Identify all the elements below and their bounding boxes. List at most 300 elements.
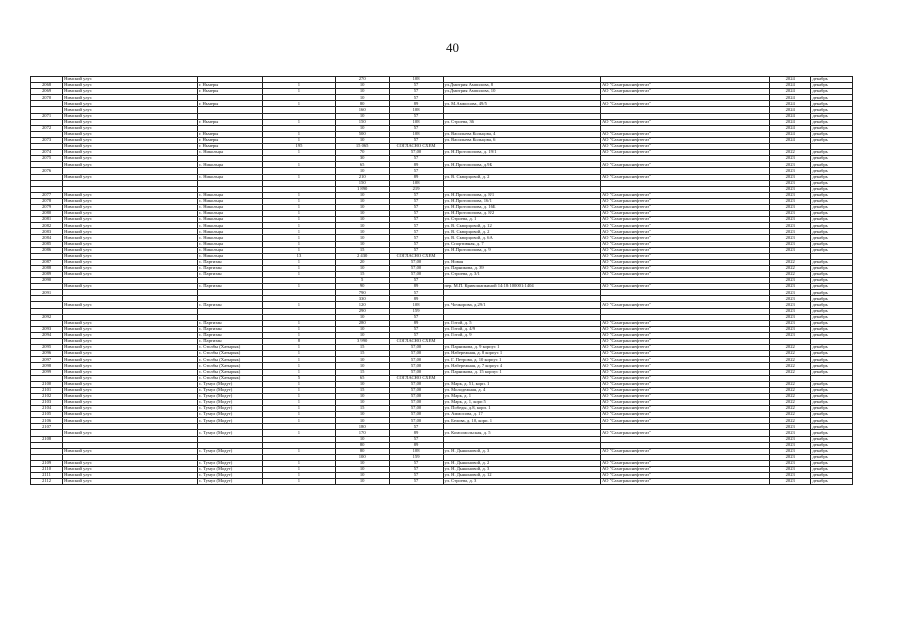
length-cell: 10: [335, 113, 389, 119]
row-number-cell: 2097: [31, 357, 63, 363]
settlement-cell: с. Никольцы: [197, 229, 262, 235]
year-cell: 2023: [770, 217, 811, 223]
month-cell: декабрь: [811, 211, 853, 217]
diameter-cell: 89: [389, 174, 443, 180]
count-cell: 1: [263, 174, 336, 180]
organization-cell: АО "Сахатранснефтегаз": [601, 467, 770, 473]
address-cell: ул. Готой, д. 5: [443, 320, 601, 326]
row-number-cell: 2073: [31, 137, 63, 143]
year-cell: 2022: [770, 150, 811, 156]
district-cell: Нимский улус: [63, 479, 198, 485]
address-cell: ул. Парникова, д. 15 корпус 1: [443, 369, 601, 375]
settlement-cell: с. Столбы (Хатырык): [197, 351, 262, 357]
row-number-cell: 2071: [31, 113, 63, 119]
row-number-cell: 2105: [31, 412, 63, 418]
month-cell: декабрь: [811, 174, 853, 180]
diameter-cell: 108: [389, 448, 443, 454]
diameter-cell: СОГЛАСНО СХЕМ: [389, 375, 443, 381]
length-cell: 10: [335, 412, 389, 418]
length-cell: 10: [335, 168, 389, 174]
diameter-cell: 57: [389, 290, 443, 296]
month-cell: декабрь: [811, 308, 853, 314]
length-cell: 10: [335, 198, 389, 204]
district-cell: Нимский улус: [63, 107, 198, 113]
diameter-cell: 57: [389, 89, 443, 95]
address-cell: ул. Н.Протопопова, д. 8/2: [443, 211, 601, 217]
month-cell: декабрь: [811, 302, 853, 308]
organization-cell: АО "Сахатранснефтегаз": [601, 473, 770, 479]
diameter-cell: 57,00: [389, 363, 443, 369]
year-cell: 2023: [770, 156, 811, 162]
year-cell: 2023: [770, 211, 811, 217]
organization-cell: АО "Сахатранснефтегаз": [601, 144, 770, 150]
settlement-cell: с. Партизан: [197, 284, 262, 290]
address-cell: ул. Н.Протопопова, д. 16Б: [443, 204, 601, 210]
diameter-cell: 57: [389, 235, 443, 241]
settlement-cell: с. Партизан: [197, 332, 262, 338]
month-cell: декабрь: [811, 180, 853, 186]
table-row: [31, 479, 853, 485]
organization-cell: АО "Сахатранснефтегаз": [601, 162, 770, 168]
address-cell: ул. Комсомольская, д. 5: [443, 430, 601, 436]
length-cell: 5: [335, 278, 389, 284]
organization-cell: АО "Сахатранснефтегаз": [601, 241, 770, 247]
district-cell: Нимский улус: [63, 412, 198, 418]
row-number-cell: 2112: [31, 479, 63, 485]
address-cell: ул. Новая: [443, 259, 601, 265]
length-cell: 15: [335, 369, 389, 375]
length-cell: 500: [335, 131, 389, 137]
year-cell: 2022: [770, 265, 811, 271]
diameter-cell: 57: [389, 326, 443, 332]
length-cell: 150: [335, 180, 389, 186]
count-cell: 1: [263, 198, 336, 204]
address-cell: ул. Строева, д. 3/1: [443, 272, 601, 278]
count-cell: 1: [263, 131, 336, 137]
address-cell: ул. Строева, д. 1: [443, 217, 601, 223]
district-cell: Нимский улус: [63, 320, 198, 326]
address-cell: ул. Г. Петрова, д. 10 корпус 1: [443, 357, 601, 363]
settlement-cell: с. Столбы (Хатырык): [197, 375, 262, 381]
count-cell: 8: [263, 339, 336, 345]
diameter-cell: 57: [389, 460, 443, 466]
district-cell: Нимский улус: [63, 217, 198, 223]
address-cell: ул. Н.Протопопова, д. 8/1: [443, 192, 601, 198]
length-cell: 65: [335, 375, 389, 381]
district-cell: Нимский улус: [63, 357, 198, 363]
diameter-cell: 57: [389, 204, 443, 210]
length-cell: 790: [335, 290, 389, 296]
organization-cell: АО "Сахатранснефтегаз": [601, 479, 770, 485]
organization-cell: АО "Сахатранснефтегаз": [601, 89, 770, 95]
month-cell: декабрь: [811, 150, 853, 156]
length-cell: 10: [335, 137, 389, 143]
length-cell: 10: [335, 211, 389, 217]
month-cell: декабрь: [811, 131, 853, 137]
district-cell: Нимский улус: [63, 174, 198, 180]
address-cell: ул. Строева, д. 3: [443, 479, 601, 485]
year-cell: 2022: [770, 363, 811, 369]
diameter-cell: 57: [389, 192, 443, 198]
organization-cell: АО "Сахатранснефтегаз": [601, 150, 770, 156]
organization-cell: АО "Сахатранснефтегаз": [601, 265, 770, 271]
year-cell: 2022: [770, 393, 811, 399]
diameter-cell: 57: [389, 95, 443, 101]
row-number-cell: 2103: [31, 399, 63, 405]
year-cell: 2022: [770, 351, 811, 357]
year-cell: 2023: [770, 320, 811, 326]
diameter-cell: 57,00: [389, 345, 443, 351]
count-cell: 1: [263, 150, 336, 156]
diameter-cell: 57,00: [389, 412, 443, 418]
month-cell: декабрь: [811, 186, 853, 192]
address-cell: ул. Н.Протопопова, д. 9: [443, 247, 601, 253]
length-cell: 80: [335, 442, 389, 448]
month-cell: декабрь: [811, 332, 853, 338]
length-cell: 10: [335, 467, 389, 473]
length-cell: 10: [335, 393, 389, 399]
district-cell: Нимский улус: [63, 235, 198, 241]
row-number-cell: 2104: [31, 406, 63, 412]
diameter-cell: 108: [389, 107, 443, 113]
settlement-cell: с. Партизан: [197, 339, 262, 345]
year-cell: 2023: [770, 192, 811, 198]
row-number-cell: 2068: [31, 83, 63, 89]
length-cell: 80: [335, 448, 389, 454]
month-cell: декабрь: [811, 369, 853, 375]
address-cell: ул. Аммосова, д. 17: [443, 412, 601, 418]
length-cell: 2 430: [335, 253, 389, 259]
settlement-cell: с. Тумул (Модут): [197, 448, 262, 454]
address-cell: пер. М.П. Кривошапкиной 14:18:100001:1404: [443, 284, 601, 290]
length-cell: 10: [335, 399, 389, 405]
organization-cell: АО "Сахатранснефтегаз": [601, 131, 770, 137]
diameter-cell: 89: [389, 162, 443, 168]
organization-cell: АО "Сахатранснефтегаз": [601, 399, 770, 405]
count-cell: 1: [263, 137, 336, 143]
district-cell: Нимский улус: [63, 387, 198, 393]
settlement-cell: с. Тумул (Модут): [197, 418, 262, 424]
address-cell: ул. Строева, 36: [443, 119, 601, 125]
count-cell: 1: [263, 89, 336, 95]
diameter-cell: 57,00: [389, 418, 443, 424]
address-cell: ул. Н. Дьяконовой, д. 3: [443, 448, 601, 454]
year-cell: 2022: [770, 357, 811, 363]
count-cell: 13: [263, 253, 336, 259]
count-cell: 1: [263, 363, 336, 369]
address-cell: ул. В. Скворцовой, д. 6А: [443, 235, 601, 241]
row-number-cell: 2108: [31, 436, 63, 442]
organization-cell: АО "Сахатранснефтегаз": [601, 211, 770, 217]
month-cell: декабрь: [811, 351, 853, 357]
settlement-cell: с. Партизан: [197, 320, 262, 326]
year-cell: 2022: [770, 369, 811, 375]
diameter-cell: 57: [389, 467, 443, 473]
row-number-cell: 2096: [31, 351, 63, 357]
settlement-cell: с. Никольцы: [197, 204, 262, 210]
year-cell: 2023: [770, 332, 811, 338]
address-cell: ул. Васильева Кольцова, 6: [443, 137, 601, 143]
year-cell: 2023: [770, 479, 811, 485]
month-cell: декабрь: [811, 241, 853, 247]
organization-cell: АО "Сахатранснефтегаз": [601, 345, 770, 351]
row-number-cell: 2087: [31, 259, 63, 265]
length-cell: 10: [335, 89, 389, 95]
month-cell: декабрь: [811, 119, 853, 125]
diameter-cell: СОГЛАСНО СХЕМ: [389, 144, 443, 150]
district-cell: Нимский улус: [63, 467, 198, 473]
month-cell: декабрь: [811, 363, 853, 369]
settlement-cell: г. Ньмеры: [197, 101, 262, 107]
organization-cell: АО "Сахатранснефтегаз": [601, 235, 770, 241]
organization-cell: АО "Сахатранснефтегаз": [601, 247, 770, 253]
row-number-cell: 2107: [31, 424, 63, 430]
diameter-cell: 57: [389, 479, 443, 485]
count-cell: 1: [263, 399, 336, 405]
length-cell: 100: [335, 454, 389, 460]
year-cell: 2024: [770, 89, 811, 95]
month-cell: декабрь: [811, 113, 853, 119]
row-number-cell: 2089: [31, 272, 63, 278]
district-cell: Нимский улус: [63, 284, 198, 290]
row-number-cell: 2090: [31, 278, 63, 284]
diameter-cell: 57,00: [389, 259, 443, 265]
diameter-cell: 89: [389, 430, 443, 436]
year-cell: 2023: [770, 180, 811, 186]
year-cell: 2023: [770, 448, 811, 454]
district-cell: Нимский улус: [63, 381, 198, 387]
diameter-cell: 57,00: [389, 351, 443, 357]
settlement-cell: с. Тумул (Модут): [197, 479, 262, 485]
length-cell: 30: [335, 156, 389, 162]
district-cell: Нимский улус: [63, 351, 198, 357]
organization-cell: АО "Сахатранснефтегаз": [601, 369, 770, 375]
length-cell: 10: [335, 223, 389, 229]
organization-cell: АО "Сахатранснефтегаз": [601, 253, 770, 259]
address-cell: ул. Н.Протопопова, 16/1: [443, 198, 601, 204]
month-cell: декабрь: [811, 95, 853, 101]
count-cell: 1: [263, 241, 336, 247]
row-number-cell: 2079: [31, 204, 63, 210]
district-cell: Нимский улус: [63, 89, 198, 95]
month-cell: декабрь: [811, 290, 853, 296]
organization-cell: АО "Сахатранснефтегаз": [601, 460, 770, 466]
organization-cell: АО "Сахатранснефтегаз": [601, 272, 770, 278]
month-cell: декабрь: [811, 107, 853, 113]
diameter-cell: 89: [389, 284, 443, 290]
address-cell: ул. Н.Протопопова, д. 19/1: [443, 150, 601, 156]
length-cell: 10: [335, 473, 389, 479]
address-cell: ул. Готой, д. 9: [443, 332, 601, 338]
year-cell: 2023: [770, 454, 811, 460]
month-cell: декабрь: [811, 387, 853, 393]
year-cell: 2024: [770, 113, 811, 119]
diameter-cell: 57,00: [389, 357, 443, 363]
length-cell: 15: [335, 387, 389, 393]
organization-cell: АО "Сахатранснефтегаз": [601, 387, 770, 393]
month-cell: декабрь: [811, 235, 853, 241]
count-cell: 1: [263, 412, 336, 418]
count-cell: 1: [263, 284, 336, 290]
length-cell: 10: [335, 436, 389, 442]
count-cell: 1: [263, 467, 336, 473]
month-cell: декабрь: [811, 77, 853, 83]
row-number-cell: 2077: [31, 192, 63, 198]
length-cell: 180: [335, 424, 389, 430]
settlement-cell: с. Столбы (Хатырык): [197, 363, 262, 369]
settlement-cell: г. Ньмеры: [197, 131, 262, 137]
organization-cell: АО "Сахатранснефтегаз": [601, 339, 770, 345]
month-cell: декабрь: [811, 296, 853, 302]
organization-cell: АО "Сахатранснефтегаз": [601, 381, 770, 387]
length-cell: 90: [335, 284, 389, 290]
address-cell: ул. Готой, д. 4/9: [443, 326, 601, 332]
organization-cell: АО "Сахатранснефтегаз": [601, 448, 770, 454]
length-cell: 10: [335, 235, 389, 241]
length-cell: 10: [335, 125, 389, 131]
count-cell: 1: [263, 119, 336, 125]
month-cell: декабрь: [811, 204, 853, 210]
organization-cell: АО "Сахатранснефтегаз": [601, 430, 770, 436]
month-cell: декабрь: [811, 125, 853, 131]
settlement-cell: с. Тумул (Модут): [197, 381, 262, 387]
count-cell: 1: [263, 345, 336, 351]
count-cell: 1: [263, 247, 336, 253]
address-cell: ул. Марк, д. 1: [443, 393, 601, 399]
length-cell: 10: [335, 418, 389, 424]
length-cell: 1 890: [335, 186, 389, 192]
length-cell: 210: [335, 174, 389, 180]
length-cell: 10: [335, 217, 389, 223]
district-cell: Нимский улус: [63, 198, 198, 204]
month-cell: декабрь: [811, 168, 853, 174]
organization-cell: АО "Сахатранснефтегаз": [601, 83, 770, 89]
count-cell: 1: [263, 223, 336, 229]
month-cell: декабрь: [811, 247, 853, 253]
length-cell: 10: [335, 314, 389, 320]
year-cell: 2023: [770, 302, 811, 308]
organization-cell: АО "Сахатранснефтегаз": [601, 198, 770, 204]
count-cell: 1: [263, 387, 336, 393]
row-number-cell: 2085: [31, 241, 63, 247]
organization-cell: АО "Сахатранснефтегаз": [601, 302, 770, 308]
diameter-cell: 57: [389, 278, 443, 284]
month-cell: декабрь: [811, 442, 853, 448]
settlement-cell: с. Тумул (Модут): [197, 406, 262, 412]
length-cell: 280: [335, 320, 389, 326]
address-cell: ул. Васильева Кольцова, 4: [443, 131, 601, 137]
row-number-cell: 2084: [31, 235, 63, 241]
settlement-cell: г. Ньмеры: [197, 137, 262, 143]
count-cell: 1: [263, 418, 336, 424]
length-cell: 270: [335, 77, 389, 83]
diameter-cell: 89: [389, 442, 443, 448]
settlement-cell: с. Столбы (Хатырык): [197, 357, 262, 363]
district-cell: Нимский улус: [63, 363, 198, 369]
year-cell: 2024: [770, 83, 811, 89]
district-cell: Нимский улус: [63, 247, 198, 253]
length-cell: 15: [335, 247, 389, 253]
count-cell: 1: [263, 357, 336, 363]
settlement-cell: с. Партизан: [197, 326, 262, 332]
organization-cell: АО "Сахатранснефтегаз": [601, 418, 770, 424]
diameter-cell: 159: [389, 308, 443, 314]
month-cell: декабрь: [811, 162, 853, 168]
count-cell: 1: [263, 272, 336, 278]
settlement-cell: с. Никольцы: [197, 247, 262, 253]
row-number-cell: 2095: [31, 345, 63, 351]
diameter-cell: 57: [389, 424, 443, 430]
diameter-cell: 57: [389, 125, 443, 131]
length-cell: 10: [335, 479, 389, 485]
count-cell: 1: [263, 320, 336, 326]
organization-cell: АО "Сахатранснефтегаз": [601, 393, 770, 399]
district-cell: Нимский улус: [63, 95, 198, 101]
year-cell: 2024: [770, 101, 811, 107]
length-cell: 10: [335, 83, 389, 89]
year-cell: 2023: [770, 424, 811, 430]
month-cell: декабрь: [811, 223, 853, 229]
month-cell: декабрь: [811, 192, 853, 198]
row-number-cell: 2092: [31, 314, 63, 320]
diameter-cell: 57: [389, 113, 443, 119]
year-cell: 2023: [770, 186, 811, 192]
diameter-cell: 57,00: [389, 369, 443, 375]
year-cell: 2023: [770, 290, 811, 296]
address-cell: ул. Н. Дьяконовой, д. 2: [443, 460, 601, 466]
month-cell: декабрь: [811, 83, 853, 89]
district-cell: Нимский улус: [63, 150, 198, 156]
diameter-cell: 108: [389, 119, 443, 125]
organization-cell: АО "Сахатранснефтегаз": [601, 375, 770, 381]
month-cell: декабрь: [811, 357, 853, 363]
diameter-cell: 57,00: [389, 272, 443, 278]
settlement-cell: с. Тумул (Модут): [197, 393, 262, 399]
address-cell: ул. Парникова, д. 39: [443, 265, 601, 271]
organization-cell: АО "Сахатранснефтегаз": [601, 363, 770, 369]
count-cell: 1: [263, 211, 336, 217]
diameter-cell: 57,00: [389, 399, 443, 405]
month-cell: декабрь: [811, 314, 853, 320]
settlement-cell: с. Столбы (Хатырык): [197, 369, 262, 375]
year-cell: 2022: [770, 406, 811, 412]
length-cell: 10: [335, 460, 389, 466]
organization-cell: АО "Сахатранснефтегаз": [601, 259, 770, 265]
page-number: 40: [446, 40, 459, 55]
year-cell: 2022: [770, 259, 811, 265]
district-cell: Нимский улус: [63, 77, 198, 83]
organization-cell: АО "Сахатранснефтегаз": [601, 357, 770, 363]
settlement-cell: с. Партизан: [197, 259, 262, 265]
organization-cell: АО "Сахатранснефтегаз": [601, 137, 770, 143]
diameter-cell: СОГЛАСНО СХЕМ: [389, 339, 443, 345]
row-number-cell: 2078: [31, 198, 63, 204]
month-cell: декабрь: [811, 217, 853, 223]
organization-cell: АО "Сахатранснефтегаз": [601, 192, 770, 198]
month-cell: декабрь: [811, 265, 853, 271]
district-cell: Нимский улус: [63, 211, 198, 217]
settlement-cell: с. Партизан: [197, 272, 262, 278]
diameter-cell: 57: [389, 217, 443, 223]
organization-cell: АО "Сахатранснефтегаз": [601, 326, 770, 332]
month-cell: декабрь: [811, 326, 853, 332]
count-cell: 1: [263, 101, 336, 107]
diameter-cell: 57: [389, 168, 443, 174]
address-cell: ул. Марк, д. 51, корп. 1: [443, 381, 601, 387]
row-number-cell: 2093: [31, 326, 63, 332]
length-cell: 290: [335, 308, 389, 314]
length-cell: 10: [335, 381, 389, 387]
